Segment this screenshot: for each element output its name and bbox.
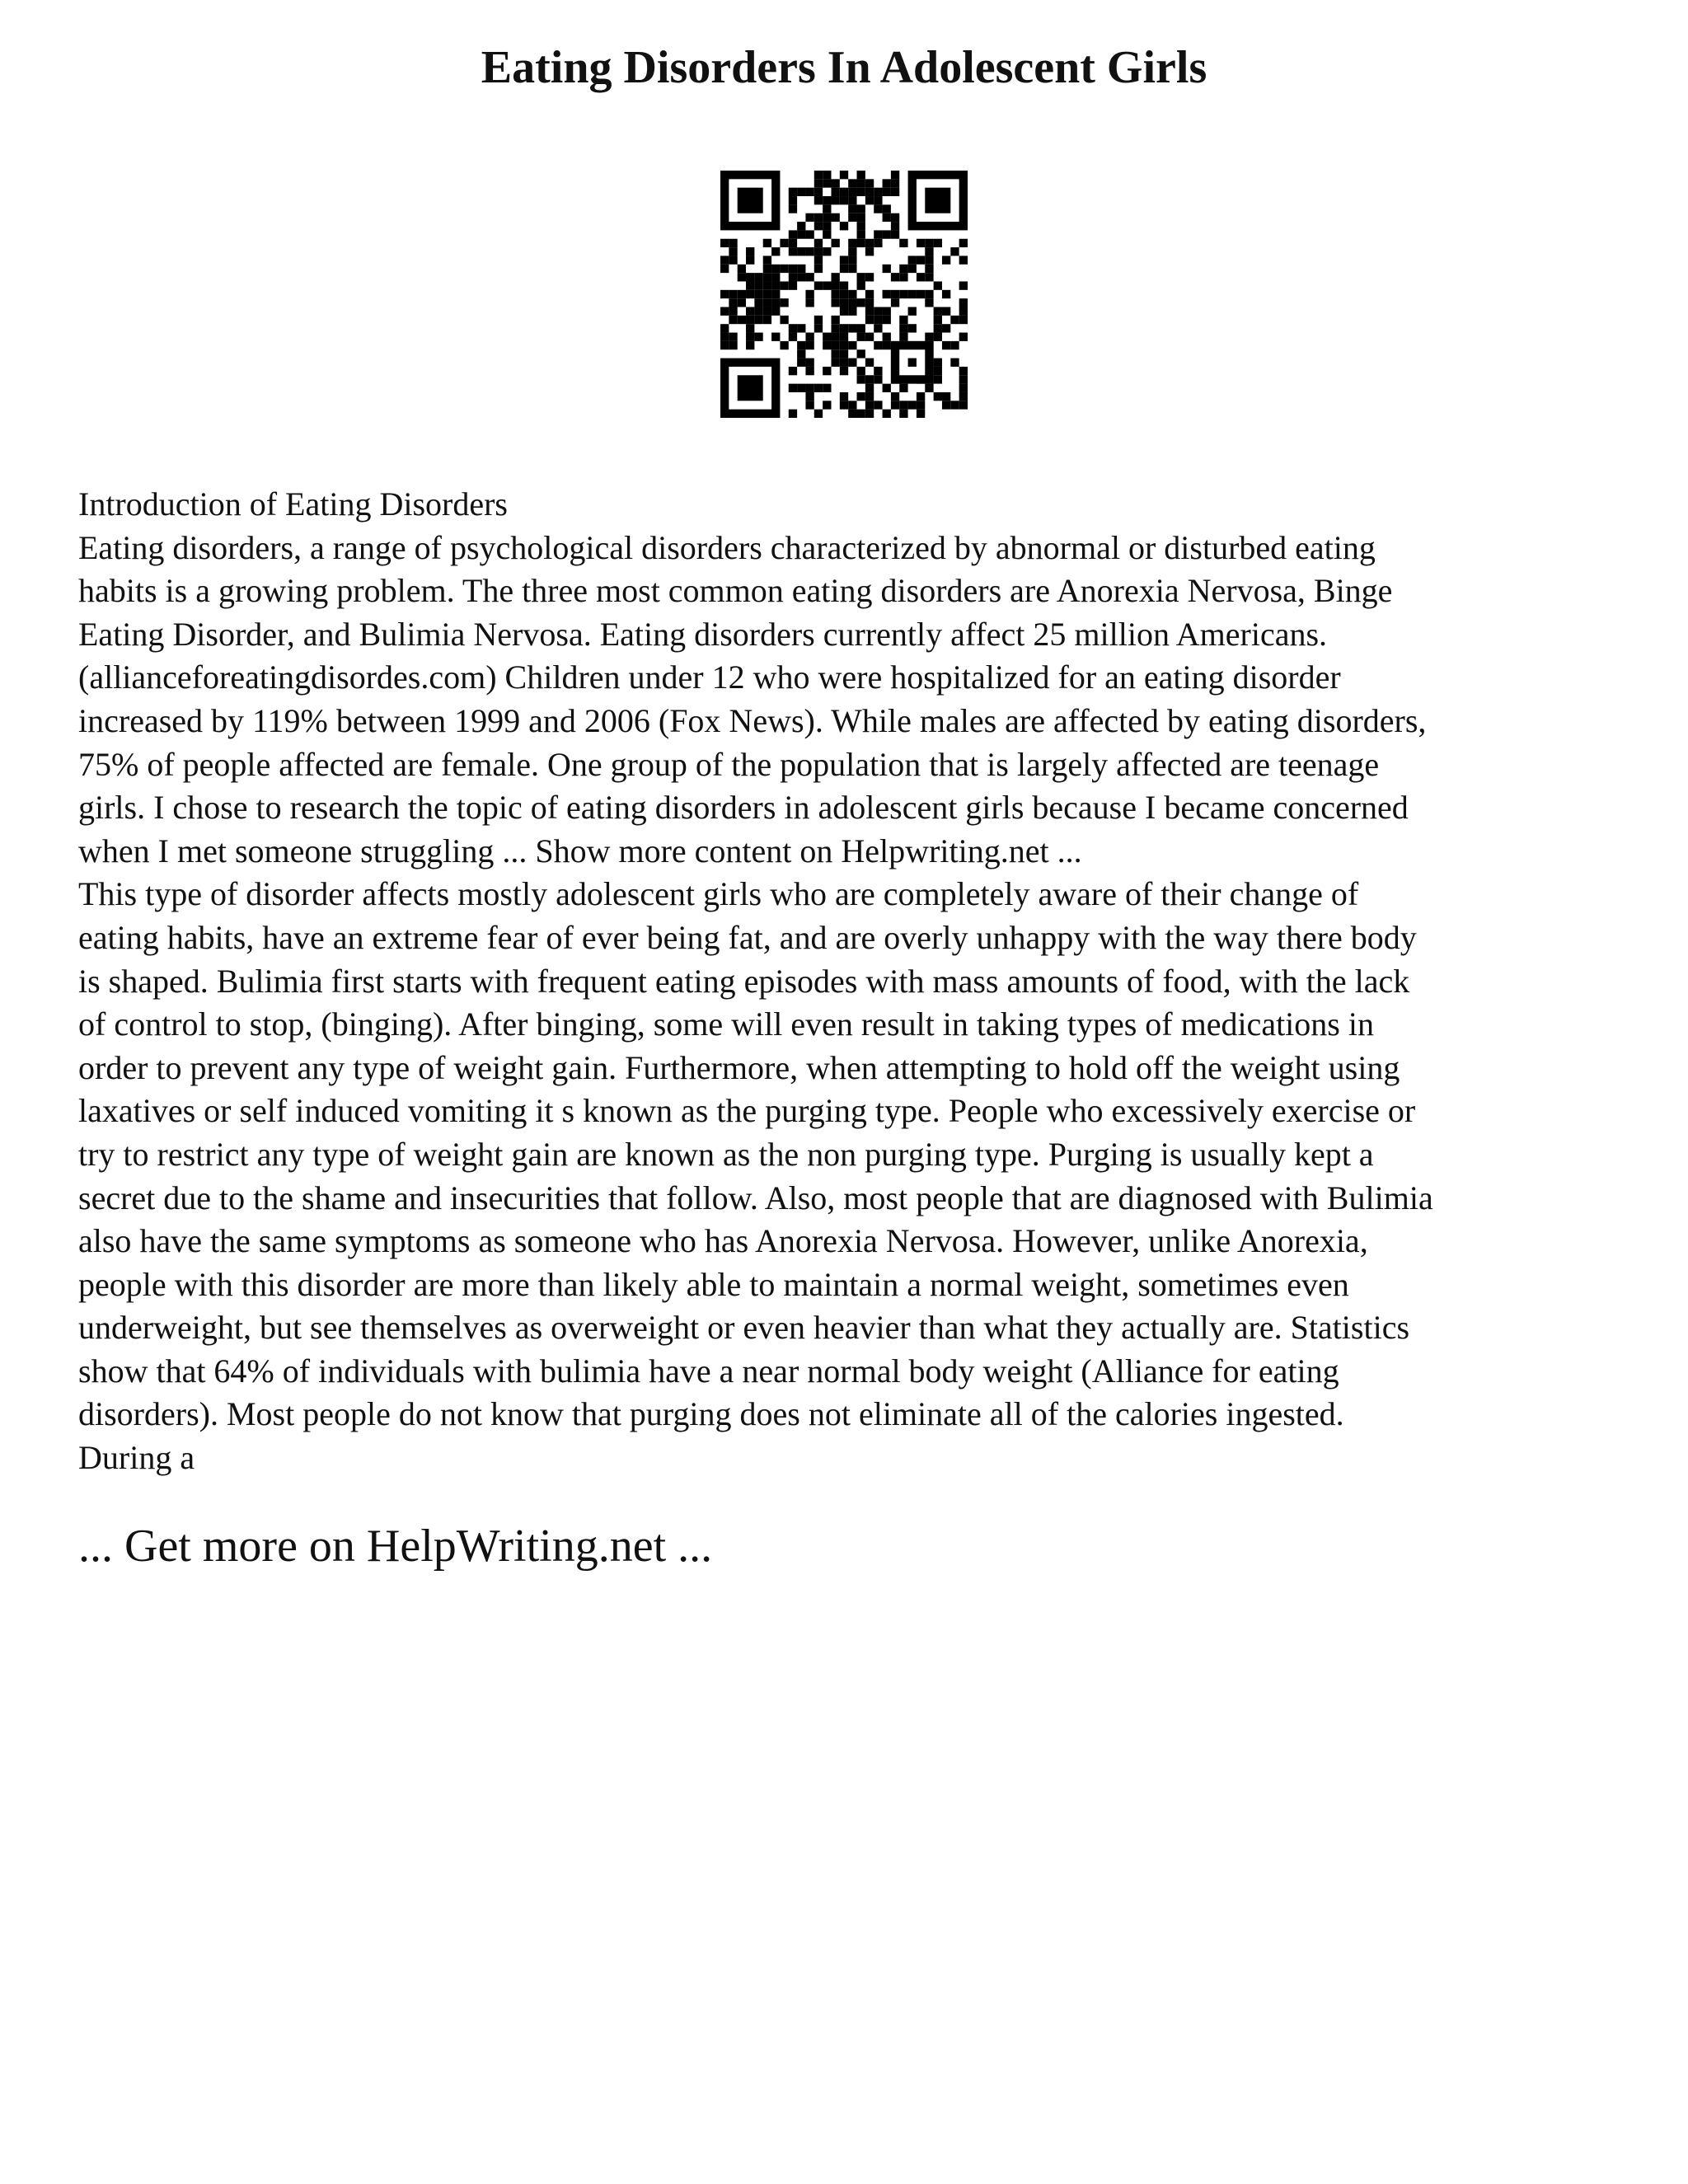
qr-code-graphic	[720, 171, 968, 418]
get-more-link[interactable]: ... Get more on HelpWriting.net ...	[78, 1521, 713, 1572]
section-heading: Introduction of Eating Disorders	[78, 485, 508, 523]
qr-code-image	[720, 171, 968, 418]
paragraph-bulimia: This type of disorder affects mostly adolescent girls who are completely aware of their change of eating habits, have an extreme fear of ever being fat, and are overly unhappy with the way there body is shaped. Bulimia first starts with frequent eating episodes with mass amounts of food, with the lack of control to stop, (binging). After binging, some will even result in taking types of medications in order to prevent any type of weight gain. Furthermore, when attempting to hold off the weight using laxatives or self induced vomiting it s known as the purging type. People who excessively exercise or try to restrict any type of weight gain are known as the non purging type. Purging is usually kept a secret due to the shame and insecurities that follow. Also, most people that are diagnosed with Bulimia also have the same symptoms as someone who has Anorexia Nervosa. However, unlike Anorexia, people with this disorder are more than likely able to maintain a normal weight, sometimes even underweight, but see themselves as overweight or even heavier than what they actually are. Statistics show that 64% of individuals with bulimia have a near normal body weight (Alliance for eating disorders). Most people do not know that purging does not eliminate all of the calories ingested. During a	[78, 875, 1433, 1477]
document-title: Eating Disorders In Adolescent Girls	[481, 42, 1207, 93]
paragraph-intro: Eating disorders, a range of psychological disorders characterized by abnormal or disturbed eating habits is a growing problem. The three most common eating disorders are Anorexia Nervosa, Binge Eating Disorder, and Bulimia Nervosa. Eating disorders currently affect 25 million Americans. (allianceforeatingdisordes.com) Children under 12 who were hospitalized for an eating disorder increased by 119% between 1999 and 2006 (Fox News). While males are affected by eating disorders, 75% of people affected are female. One group of the population that is largely affected are teenage girls. I chose to research the topic of eating disorders in adolescent girls because I became concerned when I met someone struggling ... Show more content on Helpwriting.net ...	[78, 528, 1427, 869]
document-body	[78, 483, 1628, 1480]
